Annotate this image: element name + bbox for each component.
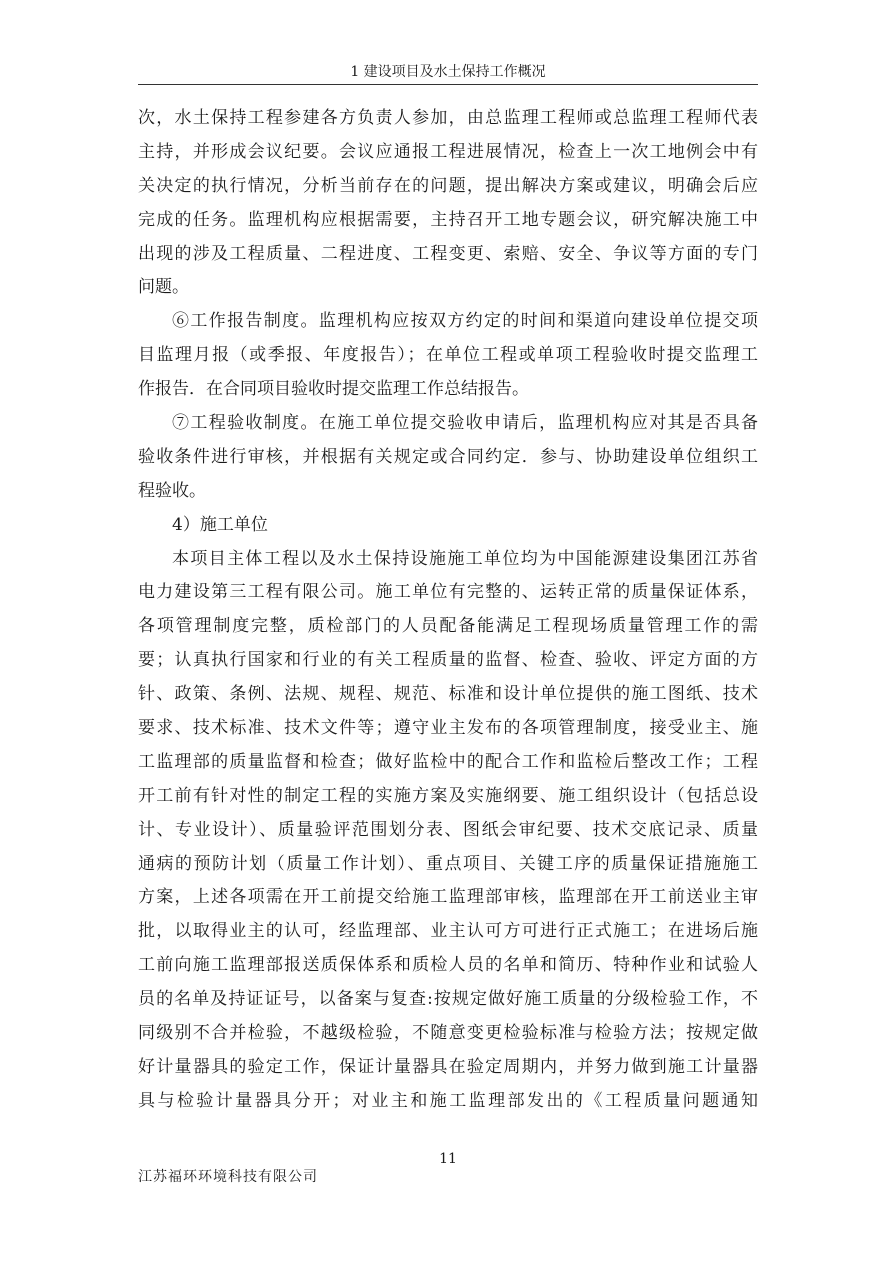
body-line: 问题。: [138, 277, 189, 298]
body-line: 要求、技术标准、技术文件等；遵守业主发布的各项管理制度，接受业主、施: [138, 718, 758, 739]
body-line: 计、专业设计）、质量验评范围划分表、图纸会审纪要、技术交底记录、质量: [138, 819, 758, 840]
body-line: 方案，上述各项需在开工前提交给施工监理部审核，监理部在开工前送业主审: [138, 887, 758, 908]
header-divider: [138, 84, 758, 85]
body-line: 关决定的执行情况，分析当前存在的问题，提出解决方案或建议，明确会后应: [138, 175, 758, 196]
section-heading: 4）施工单位: [172, 514, 268, 535]
body-line: 同级别不合并检验，不越级检验，不随意变更检验标准与检验方法；按规定做: [138, 1023, 758, 1044]
footer-company-name: 江苏福环环境科技有限公司: [138, 1169, 318, 1185]
body-line: 完成的任务。监理机构应根据需要，主持召开工地专题会议，研究解决施工中: [138, 209, 758, 230]
body-line: 工前向施工监理部报送质保体系和质检人员的名单和简历、特种作业和试验人: [138, 955, 758, 976]
body-line: 次，水土保持工程参建各方负责人参加，由总监理工程师或总监理工程师代表: [138, 108, 758, 128]
body-line: ⑥工作报告制度。监理机构应按双方约定的时间和渠道向建设单位提交项: [172, 311, 758, 332]
body-line: 程验收。: [138, 480, 206, 501]
body-line: 各项管理制度完整，质检部门的人员配备能满足工程现场质量管理工作的需: [138, 616, 758, 637]
body-line: 本项目主体工程以及水土保持设施施工单位均为中国能源建设集团江苏省: [172, 548, 758, 569]
body-line: 主持，并形成会议纪要。会议应通报工程进展情况，检查上一次工地例会中有: [138, 141, 758, 162]
body-line: 好计量器具的验定工作，保证计量器具在验定周期内，并努力做到施工计量器: [138, 1056, 758, 1077]
body-line: 具与检验计量器具分开；对业主和施工监理部发出的《工程质量问题通知: [138, 1090, 758, 1111]
body-line: 要；认真执行国家和行业的有关工程质量的监督、检查、验收、评定方面的方: [138, 650, 758, 671]
body-line: 通病的预防计划（质量工作计划）、重点项目、关键工序的质量保证措施施工: [138, 853, 758, 874]
body-line: 开工前有针对性的制定工程的实施方案及实施纲要、施工组织设计（包括总设: [138, 785, 758, 806]
body-line: ⑦工程验收制度。在施工单位提交验收申请后，监理机构应对其是否具备: [172, 413, 758, 434]
page-number: 11: [439, 1151, 457, 1167]
body-line: 出现的涉及工程质量、二程进度、工程变更、索赔、安全、争议等方面的专门: [138, 243, 758, 264]
body-line: 批，以取得业主的认可，经监理部、业主认可方可进行正式施工；在进场后施: [138, 921, 758, 942]
body-line: 目监理月报（或季报、年度报告）；在单位工程或单项工程验收时提交监理工: [138, 345, 758, 366]
body-line: 验收条件进行审核，并根据有关规定或合同约定．参与、协助建设单位组织工: [138, 446, 758, 467]
body-text: [138, 102, 758, 1119]
body-line: 针、政策、条例、法规、规程、规范、标准和设计单位提供的施工图纸、技术: [138, 684, 758, 705]
page-header-title: 1 建设项目及水土保持工作概况: [350, 64, 546, 80]
body-line: 员的名单及持证证号，以备案与复查:按规定做好施工质量的分级检验工作，不: [138, 989, 758, 1010]
body-line: 作报告．在合同项目验收时提交监理工作总结报告。: [138, 379, 529, 400]
body-line: 工监理部的质量监督和检查；做好监检中的配合工作和监检后整改工作；工程: [138, 751, 758, 772]
body-line: 电力建设第三工程有限公司。施工单位有完整的、运转正常的质量保证体系，: [138, 582, 758, 603]
